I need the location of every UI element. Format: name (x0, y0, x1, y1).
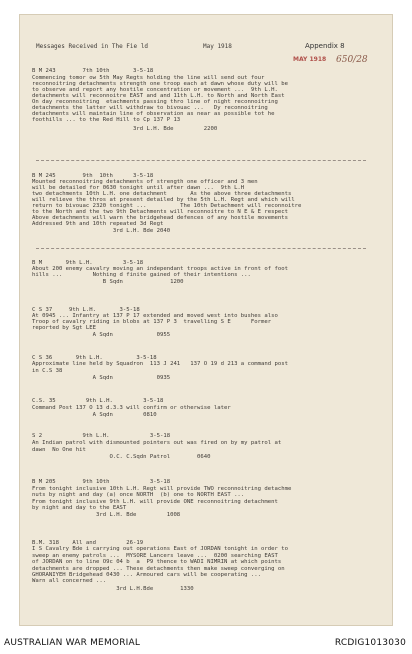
message-line: A Sqdn 0955 (32, 332, 171, 338)
message-line: GHORANIYEH Bridgehead 0430 ... Armoured cars will be cooperating ... (32, 572, 262, 578)
message-line: From tonight inclusive 9th L.H. will provide ONE reconnoitring detachment (32, 499, 278, 505)
message-line: From tonight inclusive 10th L.H. Regt will provide TWO reconnoitring detachme (32, 486, 292, 492)
message-line: Troop of cavalry riding in blobs at 137 P 3 travelling S E Former (32, 319, 272, 325)
message-line: of JORDAN on to line O9c 04 b a P9 thence to WADI NIMRIN at which points (32, 559, 282, 565)
message-line: B M 245 9th 10th 3-5-18 (32, 173, 154, 179)
message-line: dawn No One hit (32, 447, 86, 453)
message-line: 3rd L.H. Bde 1008 (32, 512, 181, 518)
message-line: hills ... Nothing d finite gained of their intentions ... (32, 272, 251, 278)
message-line: detachments the latter will withdraw to bivouac ... Dy reconnoitring (32, 105, 268, 111)
message-line: detachments are dropped ... These detachments then make sweep converging on (32, 566, 285, 572)
archive-footer (0, 632, 412, 654)
message-line: in C.S 38 (32, 368, 63, 374)
message-line: foothills ... to the Red Hill to Cp 137 P 13 (32, 117, 181, 123)
message-line: O.C. C.Sqdn Patrol 0640 (32, 454, 211, 460)
message-line: return to bivouac 2320 tonight ... The 10th Detachment will reconnoitre (32, 203, 302, 209)
document-date: May 1918 (203, 43, 232, 50)
message-line: Addressed 9th and 10th repeated 3d Regt (32, 221, 164, 227)
message-line: About 200 enemy cavalry moving an independant troops active in front of foot (32, 266, 288, 272)
message-line: A Sqdn 0810 (32, 412, 157, 418)
divider (36, 248, 366, 249)
message-line: A Sqdn 0935 (32, 375, 171, 381)
message-line: I S Cavalry Bde i carrying out operations East of JORDAN tonight in order to (32, 546, 288, 552)
message-line: will be detailed for 0630 tonight until after dawn ... 9th L.H (32, 185, 245, 191)
message-line: reported by Sgt LEE (32, 325, 96, 331)
divider (36, 160, 366, 161)
message-line: B M 9th L.H. 3-5-18 (32, 260, 144, 266)
message-line: to the North and the two 9th Detachments will reconnoitre to N E & E respect (32, 209, 288, 215)
message-line: will relieve the thros at present detailed by the 5th L.H. Regt and which will (32, 197, 295, 203)
message-line: C.S. 35 9th L.H. 3-5-18 (32, 398, 164, 404)
document-heading: Messages Received in The Fie ld (36, 43, 148, 50)
message-line: Approximate line held by Squadron 113 J 241 137 O 19 d 213 a command post (32, 361, 288, 367)
message-line: Warn all concerned ... (32, 578, 107, 584)
footer-source: AUSTRALIAN WAR MEMORIAL (4, 638, 141, 648)
message-line: On day reconnoitring etachments passing thro line of night reconnoitring (32, 99, 278, 105)
message-line: 3rd L.H.Bde 1330 (32, 586, 194, 592)
message-line: 3rd L.H. Bde 2200 (32, 126, 218, 132)
message-line: C S 36 9th L.H. 3-5-18 (32, 355, 157, 361)
handwritten-reference: 650/28 (336, 55, 368, 65)
message-line: 3rd L.H. Bde 2040 (32, 228, 171, 234)
message-line: Commencing tomor ow 5th May Regts holding the line will send out four (32, 75, 265, 81)
message-line: detachments will reconnoitre EAST and and 11th L.H. to North and North East (32, 93, 285, 99)
message-line: by night and day to the EAST (32, 505, 127, 511)
message-line: Command Post 137 O 13 d.3.3 will confirm or otherwise later (32, 405, 231, 411)
appendix-label: Appendix 8 (305, 42, 345, 50)
footer-id: RCDIG1013030 (334, 638, 406, 648)
message-line: Mounted reconnoitring detachments of strength one officer and 3 men (32, 179, 258, 185)
message-line: nuts by night and day (a) once NORTH (b) one to NORTH EAST ... (32, 492, 245, 498)
date-stamp: MAY 1918 (293, 56, 327, 63)
message-line: sweep an enemy patrols ... MYSORE Lancers leave ... 0200 searching EAST (32, 553, 278, 559)
message-line: An Indian patrol with dismounted pointers out was fired on by my patrol at (32, 440, 282, 446)
message-line: Above detachments will warn the bridgehead defences of any hostile movements (32, 215, 288, 221)
message-line: reconnoitring detachments strength one troop each at dawn whose duty will be (32, 81, 288, 87)
message-line: B Sqdn 1200 (32, 279, 184, 285)
message-line: B M 205 9th 10th 3-5-18 (32, 479, 171, 485)
message-line: C S 37 9th L.H. 3-5-18 (32, 307, 140, 313)
message-line: two detachments 10th L.H. one detachment As the above three detachments (32, 191, 292, 197)
message-line: B M 243 7th 10th 3-5-18 (32, 68, 154, 74)
document-sheet (19, 14, 393, 626)
message-line: detachments will maintain line of observation as near as possible tot he (32, 111, 275, 117)
message-line: S 2 9th L.H. 3-5-18 (32, 433, 171, 439)
message-line: At 0945 ... Infantry at 137 P 17 extended and moved west into bushes also (32, 313, 278, 319)
message-line: B.M. 318 All and 26-19 (32, 540, 144, 546)
message-line: to observe and report any hostile concentration or movement ... 9th L.H. (32, 87, 278, 93)
